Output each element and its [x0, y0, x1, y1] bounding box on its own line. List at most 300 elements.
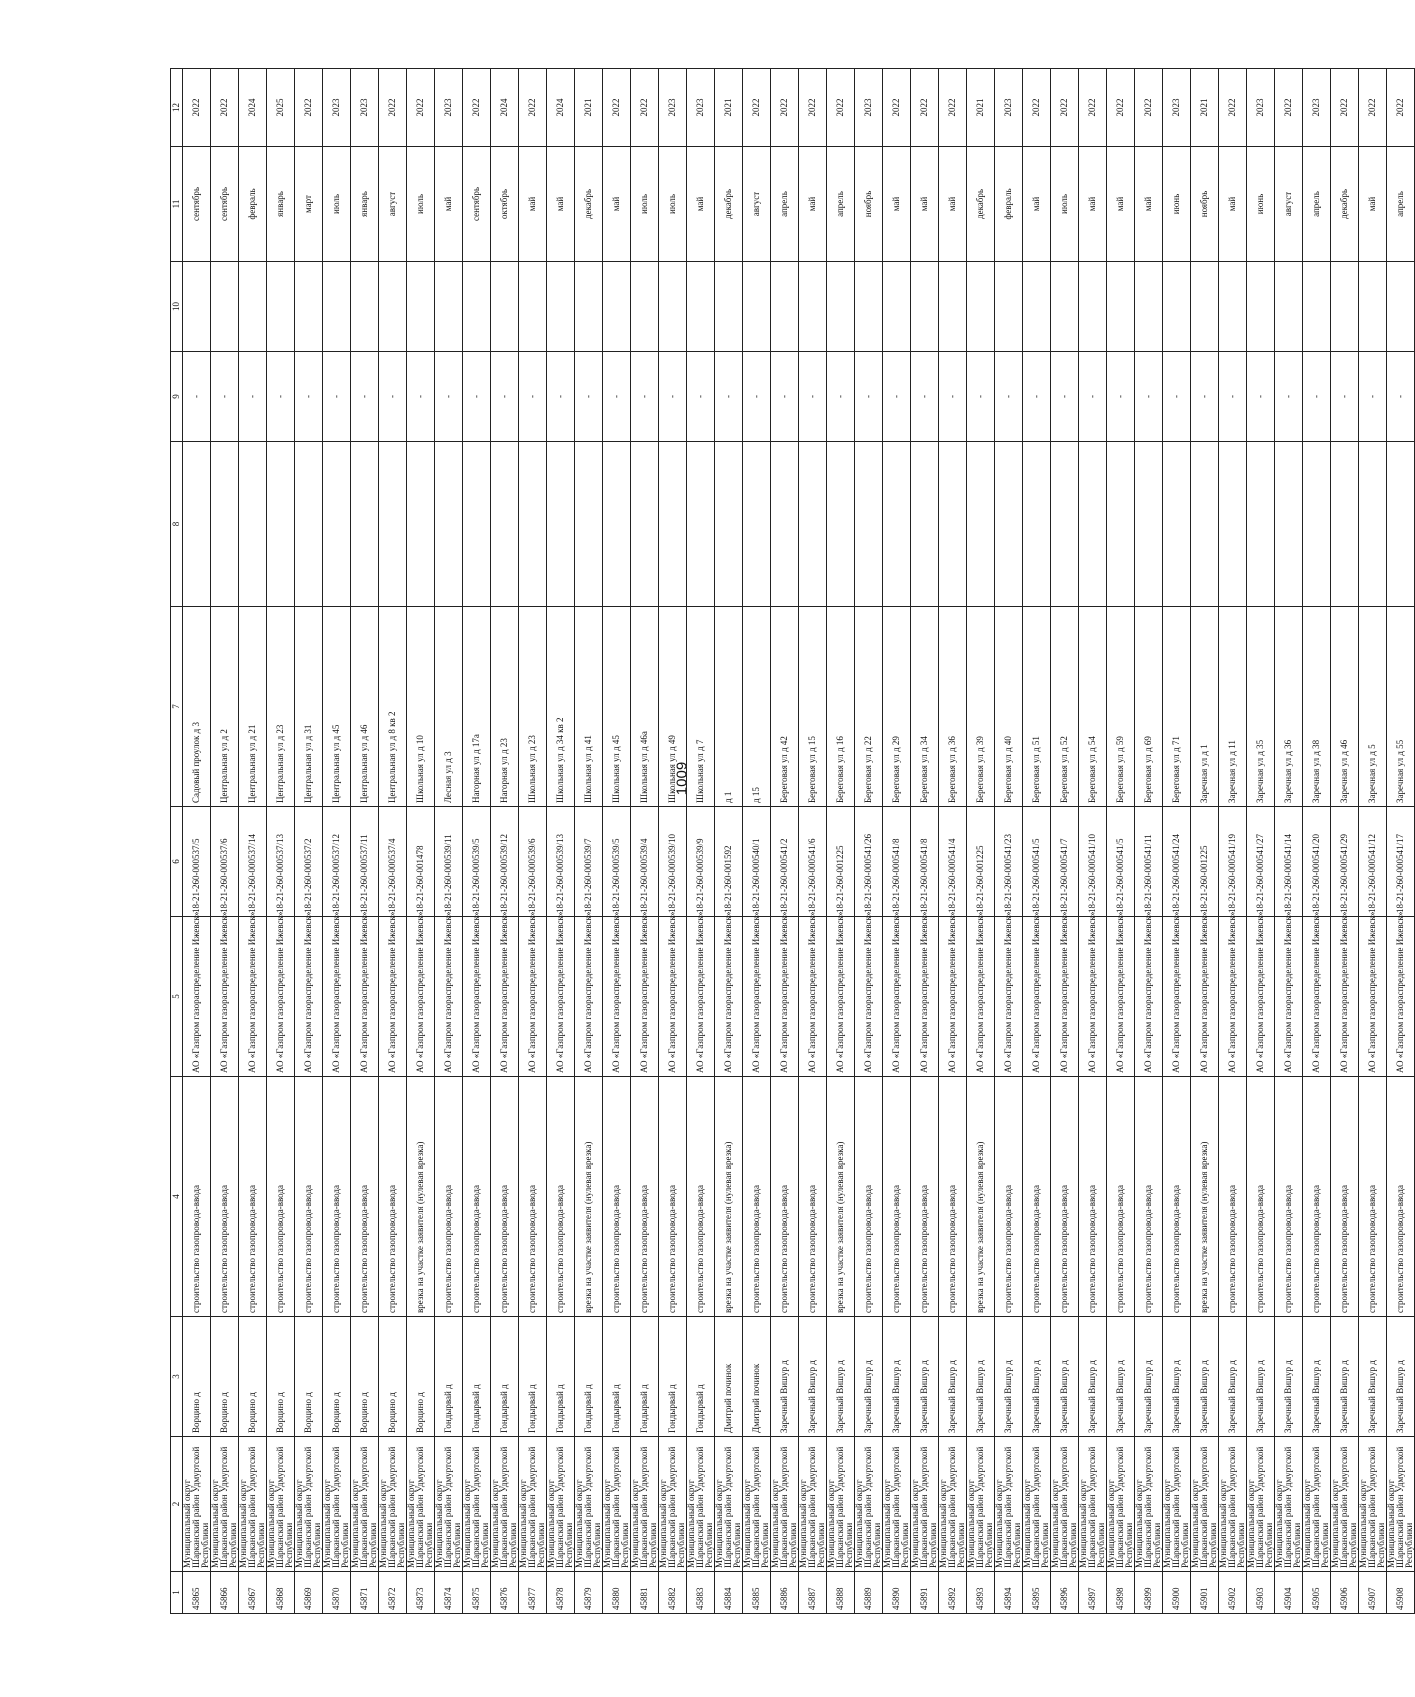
- cell-month: декабрь: [1331, 147, 1359, 262]
- cell-work-type: строительство газопровода-ввода: [351, 1077, 379, 1317]
- cell-address: Береговая ул д 52: [1051, 607, 1079, 807]
- cell-work-type: врезка на участке заявителя (нулевая врезка): [407, 1077, 435, 1317]
- cell-col-9: -: [659, 352, 687, 442]
- cell-col-8: [1079, 442, 1107, 607]
- cell-col-9: -: [1359, 352, 1387, 442]
- cell-document-number: 18-21-260-000541/23: [995, 807, 1023, 917]
- cell-work-type: строительство газопровода-ввода: [239, 1077, 267, 1317]
- cell-settlement: Заречный Вишур д: [1387, 1317, 1415, 1437]
- table-row: [743, 69, 771, 1614]
- cell-col-9: -: [183, 352, 211, 442]
- cell-col-8: [911, 442, 939, 607]
- column-header-6: 6: [171, 807, 183, 917]
- cell-number: 45898: [1107, 1572, 1135, 1614]
- cell-col-8: [379, 442, 407, 607]
- cell-year: 2022: [883, 69, 911, 147]
- cell-number: 45865: [183, 1572, 211, 1614]
- column-number-header-row: [171, 69, 183, 1614]
- cell-year: 2022: [1079, 69, 1107, 147]
- cell-col-10: [883, 262, 911, 352]
- cell-number: 45882: [659, 1572, 687, 1614]
- cell-settlement: Заречный Вишур д: [939, 1317, 967, 1437]
- cell-organization: АО «Газпром газораспределение Ижевск»: [547, 917, 575, 1077]
- cell-work-type: строительство газопровода-ввода: [1219, 1077, 1247, 1317]
- cell-settlement: Гондырвай д: [575, 1317, 603, 1437]
- cell-year: 2022: [631, 69, 659, 147]
- cell-number: 45872: [379, 1572, 407, 1614]
- cell-col-8: [519, 442, 547, 607]
- table-row: [995, 69, 1023, 1614]
- table-row: [519, 69, 547, 1614]
- cell-document-number: 18-21-260-000539/6: [519, 807, 547, 917]
- cell-year: 2023: [659, 69, 687, 147]
- cell-year: 2022: [603, 69, 631, 147]
- cell-col-9: -: [1135, 352, 1163, 442]
- cell-col-8: [1275, 442, 1303, 607]
- cell-col-8: [603, 442, 631, 607]
- cell-settlement: Ворцино д: [267, 1317, 295, 1437]
- cell-address: Школьная ул д 23: [519, 607, 547, 807]
- cell-municipality: Муниципальный округ Шарканский район Удмуртской Республики: [855, 1437, 883, 1572]
- cell-month: ноябрь: [855, 147, 883, 262]
- cell-col-8: [435, 442, 463, 607]
- cell-col-9: -: [715, 352, 743, 442]
- cell-settlement: Ворцино д: [379, 1317, 407, 1437]
- cell-number: 45885: [743, 1572, 771, 1614]
- cell-year: 2022: [519, 69, 547, 147]
- column-header-1: 1: [171, 1572, 183, 1614]
- cell-address: Центральная ул д 45: [323, 607, 351, 807]
- cell-number: 45887: [799, 1572, 827, 1614]
- cell-month: ноябрь: [1191, 147, 1219, 262]
- cell-settlement: Заречный Вишур д: [1359, 1317, 1387, 1437]
- cell-number: 45880: [603, 1572, 631, 1614]
- cell-year: 2022: [827, 69, 855, 147]
- table-row: [1191, 69, 1219, 1614]
- cell-municipality: Муниципальный округ Шарканский район Удмуртской Республики: [183, 1437, 211, 1572]
- cell-organization: АО «Газпром газораспределение Ижевск»: [799, 917, 827, 1077]
- cell-col-9: -: [911, 352, 939, 442]
- cell-month: июль: [407, 147, 435, 262]
- cell-month: май: [939, 147, 967, 262]
- cell-work-type: строительство газопровода-ввода: [1051, 1077, 1079, 1317]
- cell-settlement: Дмитрий починок: [743, 1317, 771, 1437]
- cell-col-10: [295, 262, 323, 352]
- cell-number: 45883: [687, 1572, 715, 1614]
- cell-month: май: [1359, 147, 1387, 262]
- cell-address: Центральная ул д 46: [351, 607, 379, 807]
- cell-work-type: строительство газопровода-ввода: [1303, 1077, 1331, 1317]
- cell-col-10: [631, 262, 659, 352]
- cell-col-10: [1387, 262, 1415, 352]
- cell-col-8: [1191, 442, 1219, 607]
- cell-number: 45888: [827, 1572, 855, 1614]
- cell-municipality: Муниципальный округ Шарканский район Удмуртской Республики: [323, 1437, 351, 1572]
- cell-month: май: [1023, 147, 1051, 262]
- cell-month: декабрь: [967, 147, 995, 262]
- cell-col-9: -: [799, 352, 827, 442]
- cell-address: Садовый проулок д 3: [183, 607, 211, 807]
- cell-settlement: Заречный Вишур д: [771, 1317, 799, 1437]
- cell-address: Заречная ул д 38: [1303, 607, 1331, 807]
- cell-document-number: 18-21-260-000537/13: [267, 807, 295, 917]
- cell-address: д 15: [743, 607, 771, 807]
- cell-col-10: [687, 262, 715, 352]
- cell-month: июнь: [1163, 147, 1191, 262]
- cell-work-type: строительство газопровода-ввода: [547, 1077, 575, 1317]
- cell-col-8: [1023, 442, 1051, 607]
- cell-settlement: Заречный Вишур д: [995, 1317, 1023, 1437]
- cell-settlement: Заречный Вишур д: [1275, 1317, 1303, 1437]
- cell-organization: АО «Газпром газораспределение Ижевск»: [715, 917, 743, 1077]
- cell-address: Центральная ул д 23: [267, 607, 295, 807]
- cell-year: 2023: [351, 69, 379, 147]
- cell-settlement: Заречный Вишур д: [1051, 1317, 1079, 1437]
- cell-col-8: [743, 442, 771, 607]
- cell-municipality: Муниципальный округ Шарканский район Удмуртской Республики: [575, 1437, 603, 1572]
- cell-col-9: -: [855, 352, 883, 442]
- cell-document-number: 18-21-260-000541/5: [1107, 807, 1135, 917]
- cell-municipality: Муниципальный округ Шарканский район Удмуртской Республики: [463, 1437, 491, 1572]
- cell-settlement: Ворцино д: [239, 1317, 267, 1437]
- cell-col-8: [1135, 442, 1163, 607]
- cell-col-10: [1275, 262, 1303, 352]
- cell-organization: АО «Газпром газораспределение Ижевск»: [211, 917, 239, 1077]
- cell-settlement: Заречный Вишур д: [827, 1317, 855, 1437]
- cell-number: 45878: [547, 1572, 575, 1614]
- cell-organization: АО «Газпром газораспределение Ижевск»: [967, 917, 995, 1077]
- cell-col-8: [211, 442, 239, 607]
- cell-number: 45897: [1079, 1572, 1107, 1614]
- cell-organization: АО «Газпром газораспределение Ижевск»: [239, 917, 267, 1077]
- cell-address: Береговая ул д 42: [771, 607, 799, 807]
- cell-work-type: строительство газопровода-ввода: [883, 1077, 911, 1317]
- cell-settlement: Заречный Вишур д: [1219, 1317, 1247, 1437]
- cell-col-8: [239, 442, 267, 607]
- cell-settlement: Гондырвай д: [435, 1317, 463, 1437]
- cell-municipality: Муниципальный округ Шарканский район Удмуртской Республики: [911, 1437, 939, 1572]
- cell-col-10: [967, 262, 995, 352]
- table-row: [1219, 69, 1247, 1614]
- cell-organization: АО «Газпром газораспределение Ижевск»: [1303, 917, 1331, 1077]
- cell-document-number: 18-21-260-000539/13: [547, 807, 575, 917]
- cell-municipality: Муниципальный округ Шарканский район Удмуртской Республики: [883, 1437, 911, 1572]
- cell-number: 45874: [435, 1572, 463, 1614]
- cell-col-9: -: [687, 352, 715, 442]
- cell-month: апрель: [771, 147, 799, 262]
- cell-municipality: Муниципальный округ Шарканский район Удмуртской Республики: [659, 1437, 687, 1572]
- cell-year: 2024: [239, 69, 267, 147]
- cell-col-10: [1051, 262, 1079, 352]
- cell-settlement: Ворцино д: [183, 1317, 211, 1437]
- cell-col-10: [743, 262, 771, 352]
- cell-organization: АО «Газпром газораспределение Ижевск»: [743, 917, 771, 1077]
- cell-municipality: Муниципальный округ Шарканский район Удмуртской Республики: [211, 1437, 239, 1572]
- cell-col-10: [379, 262, 407, 352]
- cell-document-number: 18-21-260-000541/19: [1219, 807, 1247, 917]
- cell-work-type: строительство газопровода-ввода: [659, 1077, 687, 1317]
- cell-col-9: -: [491, 352, 519, 442]
- cell-month: май: [519, 147, 547, 262]
- cell-col-9: -: [1191, 352, 1219, 442]
- cell-year: 2022: [743, 69, 771, 147]
- cell-month: февраль: [239, 147, 267, 262]
- cell-address: Заречная ул д 46: [1331, 607, 1359, 807]
- cell-month: апрель: [827, 147, 855, 262]
- cell-municipality: Муниципальный округ Шарканский район Удмуртской Республики: [295, 1437, 323, 1572]
- table-row: [855, 69, 883, 1614]
- cell-document-number: 18-21-260-000539/5: [603, 807, 631, 917]
- cell-col-10: [1219, 262, 1247, 352]
- cell-col-8: [827, 442, 855, 607]
- cell-settlement: Заречный Вишур д: [1303, 1317, 1331, 1437]
- cell-month: май: [547, 147, 575, 262]
- cell-month: май: [1219, 147, 1247, 262]
- table-row: [1331, 69, 1359, 1614]
- cell-col-9: -: [519, 352, 547, 442]
- cell-col-10: [603, 262, 631, 352]
- cell-work-type: строительство газопровода-ввода: [1359, 1077, 1387, 1317]
- cell-col-8: [855, 442, 883, 607]
- cell-address: Береговая ул д 40: [995, 607, 1023, 807]
- column-header-7: 7: [171, 607, 183, 807]
- cell-year: 2022: [1331, 69, 1359, 147]
- cell-organization: АО «Газпром газораспределение Ижевск»: [1079, 917, 1107, 1077]
- table-row: [799, 69, 827, 1614]
- cell-year: 2023: [855, 69, 883, 147]
- cell-year: 2023: [687, 69, 715, 147]
- cell-organization: АО «Газпром газораспределение Ижевск»: [407, 917, 435, 1077]
- cell-settlement: Гондырвай д: [547, 1317, 575, 1437]
- cell-number: 45876: [491, 1572, 519, 1614]
- cell-work-type: строительство газопровода-ввода: [491, 1077, 519, 1317]
- cell-organization: АО «Газпром газораспределение Ижевск»: [1023, 917, 1051, 1077]
- cell-organization: АО «Газпром газораспределение Ижевск»: [1275, 917, 1303, 1077]
- cell-col-10: [435, 262, 463, 352]
- cell-col-9: -: [1107, 352, 1135, 442]
- cell-month: июнь: [1247, 147, 1275, 262]
- cell-work-type: строительство газопровода-ввода: [799, 1077, 827, 1317]
- cell-month: июль: [1051, 147, 1079, 262]
- cell-year: 2022: [1135, 69, 1163, 147]
- column-header-5: 5: [171, 917, 183, 1077]
- cell-number: 45877: [519, 1572, 547, 1614]
- cell-col-9: -: [1303, 352, 1331, 442]
- cell-col-9: -: [323, 352, 351, 442]
- cell-municipality: Муниципальный округ Шарканский район Удмуртской Республики: [547, 1437, 575, 1572]
- cell-work-type: строительство газопровода-ввода: [435, 1077, 463, 1317]
- cell-year: 2022: [1387, 69, 1415, 147]
- cell-settlement: Заречный Вишур д: [1247, 1317, 1275, 1437]
- cell-organization: АО «Газпром газораспределение Ижевск»: [575, 917, 603, 1077]
- cell-col-8: [295, 442, 323, 607]
- cell-municipality: Муниципальный округ Шарканский район Удмуртской Республики: [1331, 1437, 1359, 1572]
- cell-col-8: [407, 442, 435, 607]
- cell-municipality: Муниципальный округ Шарканский район Удмуртской Республики: [631, 1437, 659, 1572]
- cell-settlement: Заречный Вишур д: [1331, 1317, 1359, 1437]
- cell-settlement: Заречный Вишур д: [1191, 1317, 1219, 1437]
- cell-col-10: [1023, 262, 1051, 352]
- cell-col-10: [1079, 262, 1107, 352]
- cell-document-number: 18-21-260-000539/12: [491, 807, 519, 917]
- table-row: [183, 69, 211, 1614]
- cell-month: май: [1079, 147, 1107, 262]
- cell-col-10: [351, 262, 379, 352]
- cell-municipality: Муниципальный округ Шарканский район Удмуртской Республики: [519, 1437, 547, 1572]
- cell-organization: АО «Газпром газораспределение Ижевск»: [911, 917, 939, 1077]
- cell-number: 45902: [1219, 1572, 1247, 1614]
- cell-month: июль: [659, 147, 687, 262]
- table-row: [939, 69, 967, 1614]
- cell-settlement: Ворцино д: [407, 1317, 435, 1437]
- cell-organization: АО «Газпром газораспределение Ижевск»: [379, 917, 407, 1077]
- table-row: [351, 69, 379, 1614]
- table-row: [575, 69, 603, 1614]
- cell-col-9: -: [1079, 352, 1107, 442]
- cell-col-8: [1247, 442, 1275, 607]
- cell-number: 45896: [1051, 1572, 1079, 1614]
- table-row: [1079, 69, 1107, 1614]
- table-row: [827, 69, 855, 1614]
- cell-document-number: 18-21-260-000541/5: [1023, 807, 1051, 917]
- cell-month: апрель: [1303, 147, 1331, 262]
- cell-document-number: 18-21-260-000541/12: [1359, 807, 1387, 917]
- cell-address: Береговая ул д 71: [1163, 607, 1191, 807]
- cell-col-9: -: [239, 352, 267, 442]
- cell-col-9: -: [995, 352, 1023, 442]
- cell-municipality: Муниципальный округ Шарканский район Удмуртской Республики: [603, 1437, 631, 1572]
- cell-document-number: 18-21-260-000541/4: [939, 807, 967, 917]
- column-header-9: 9: [171, 352, 183, 442]
- cell-month: май: [883, 147, 911, 262]
- cell-col-8: [463, 442, 491, 607]
- cell-address: Центральная ул д 2: [211, 607, 239, 807]
- cell-settlement: Заречный Вишур д: [1135, 1317, 1163, 1437]
- cell-work-type: строительство газопровода-ввода: [295, 1077, 323, 1317]
- cell-address: Береговая ул д 69: [1135, 607, 1163, 807]
- cell-organization: АО «Газпром газораспределение Ижевск»: [323, 917, 351, 1077]
- cell-settlement: Гондырвай д: [687, 1317, 715, 1437]
- cell-col-9: -: [295, 352, 323, 442]
- cell-col-9: -: [939, 352, 967, 442]
- cell-col-9: -: [1163, 352, 1191, 442]
- cell-col-9: -: [351, 352, 379, 442]
- cell-month: май: [1107, 147, 1135, 262]
- cell-document-number: 18-21-260-000541/14: [1275, 807, 1303, 917]
- cell-document-number: 18-21-260-000541/27: [1247, 807, 1275, 917]
- cell-organization: АО «Газпром газораспределение Ижевск»: [519, 917, 547, 1077]
- cell-work-type: строительство газопровода-ввода: [379, 1077, 407, 1317]
- cell-col-8: [1107, 442, 1135, 607]
- cell-work-type: строительство газопровода-ввода: [1163, 1077, 1191, 1317]
- table-row: [323, 69, 351, 1614]
- cell-settlement: Заречный Вишур д: [911, 1317, 939, 1437]
- cell-year: 2022: [295, 69, 323, 147]
- cell-year: 2022: [1275, 69, 1303, 147]
- cell-col-8: [323, 442, 351, 607]
- cell-municipality: Муниципальный округ Шарканский район Удмуртской Республики: [1247, 1437, 1275, 1572]
- cell-number: 45891: [911, 1572, 939, 1614]
- cell-month: май: [435, 147, 463, 262]
- cell-col-9: -: [267, 352, 295, 442]
- cell-address: Береговая ул д 34: [911, 607, 939, 807]
- cell-number: 45881: [631, 1572, 659, 1614]
- cell-year: 2022: [771, 69, 799, 147]
- cell-col-10: [1191, 262, 1219, 352]
- cell-year: 2022: [379, 69, 407, 147]
- cell-settlement: Дмитрий починок: [715, 1317, 743, 1437]
- cell-col-10: [995, 262, 1023, 352]
- cell-number: 45904: [1275, 1572, 1303, 1614]
- cell-year: 2023: [995, 69, 1023, 147]
- cell-col-8: [351, 442, 379, 607]
- cell-col-10: [771, 262, 799, 352]
- cell-work-type: строительство газопровода-ввода: [519, 1077, 547, 1317]
- cell-col-8: [1359, 442, 1387, 607]
- table-row: [1051, 69, 1079, 1614]
- cell-col-10: [715, 262, 743, 352]
- cell-work-type: строительство газопровода-ввода: [1023, 1077, 1051, 1317]
- cell-document-number: 18-21-260-000541/11: [1135, 807, 1163, 917]
- cell-col-8: [771, 442, 799, 607]
- cell-month: июль: [323, 147, 351, 262]
- cell-col-10: [1247, 262, 1275, 352]
- cell-municipality: Муниципальный округ Шарканский район Удмуртской Республики: [1107, 1437, 1135, 1572]
- cell-organization: АО «Газпром газораспределение Ижевск»: [1247, 917, 1275, 1077]
- cell-municipality: Муниципальный округ Шарканский район Удмуртской Республики: [239, 1437, 267, 1572]
- table-row: [491, 69, 519, 1614]
- cell-col-10: [407, 262, 435, 352]
- cell-address: Школьная ул д 49: [659, 607, 687, 807]
- cell-month: сентябрь: [211, 147, 239, 262]
- cell-col-8: [491, 442, 519, 607]
- cell-organization: АО «Газпром газораспределение Ижевск»: [771, 917, 799, 1077]
- cell-col-8: [1163, 442, 1191, 607]
- cell-address: Нагорная ул д 17а: [463, 607, 491, 807]
- cell-work-type: врезка на участке заявителя (нулевая врезка): [715, 1077, 743, 1317]
- cell-work-type: строительство газопровода-ввода: [631, 1077, 659, 1317]
- cell-organization: АО «Газпром газораспределение Ижевск»: [351, 917, 379, 1077]
- cell-municipality: Муниципальный округ Шарканский район Удмуртской Республики: [267, 1437, 295, 1572]
- cell-document-number: 18-21-260-000537/4: [379, 807, 407, 917]
- cell-col-8: [659, 442, 687, 607]
- cell-organization: АО «Газпром газораспределение Ижевск»: [995, 917, 1023, 1077]
- cell-organization: АО «Газпром газораспределение Ижевск»: [687, 917, 715, 1077]
- cell-document-number: 18-21-260-000537/6: [211, 807, 239, 917]
- cell-settlement: Заречный Вишур д: [1023, 1317, 1051, 1437]
- cell-organization: АО «Газпром газораспределение Ижевск»: [855, 917, 883, 1077]
- cell-number: 45871: [351, 1572, 379, 1614]
- cell-organization: АО «Газпром газораспределение Ижевск»: [463, 917, 491, 1077]
- cell-municipality: Муниципальный округ Шарканский район Удмуртской Республики: [771, 1437, 799, 1572]
- cell-address: Школьная ул д 7: [687, 607, 715, 807]
- rotated-table-wrapper: [170, 69, 1415, 1614]
- cell-municipality: Муниципальный округ Шарканский район Удмуртской Республики: [1275, 1437, 1303, 1572]
- cell-document-number: 18-21-260-000541/20: [1303, 807, 1331, 917]
- table-row: [1135, 69, 1163, 1614]
- cell-work-type: строительство газопровода-ввода: [1331, 1077, 1359, 1317]
- cell-month: октябрь: [491, 147, 519, 262]
- table-row: [911, 69, 939, 1614]
- cell-work-type: строительство газопровода-ввода: [323, 1077, 351, 1317]
- cell-municipality: Муниципальный округ Шарканский район Удмуртской Республики: [743, 1437, 771, 1572]
- cell-municipality: Муниципальный округ Шарканский район Удмуртской Республики: [1079, 1437, 1107, 1572]
- cell-organization: АО «Газпром газораспределение Ижевск»: [1219, 917, 1247, 1077]
- cell-col-10: [939, 262, 967, 352]
- cell-number: 45889: [855, 1572, 883, 1614]
- cell-document-number: 18-21-260-000539/7: [575, 807, 603, 917]
- cell-address: Береговая ул д 22: [855, 607, 883, 807]
